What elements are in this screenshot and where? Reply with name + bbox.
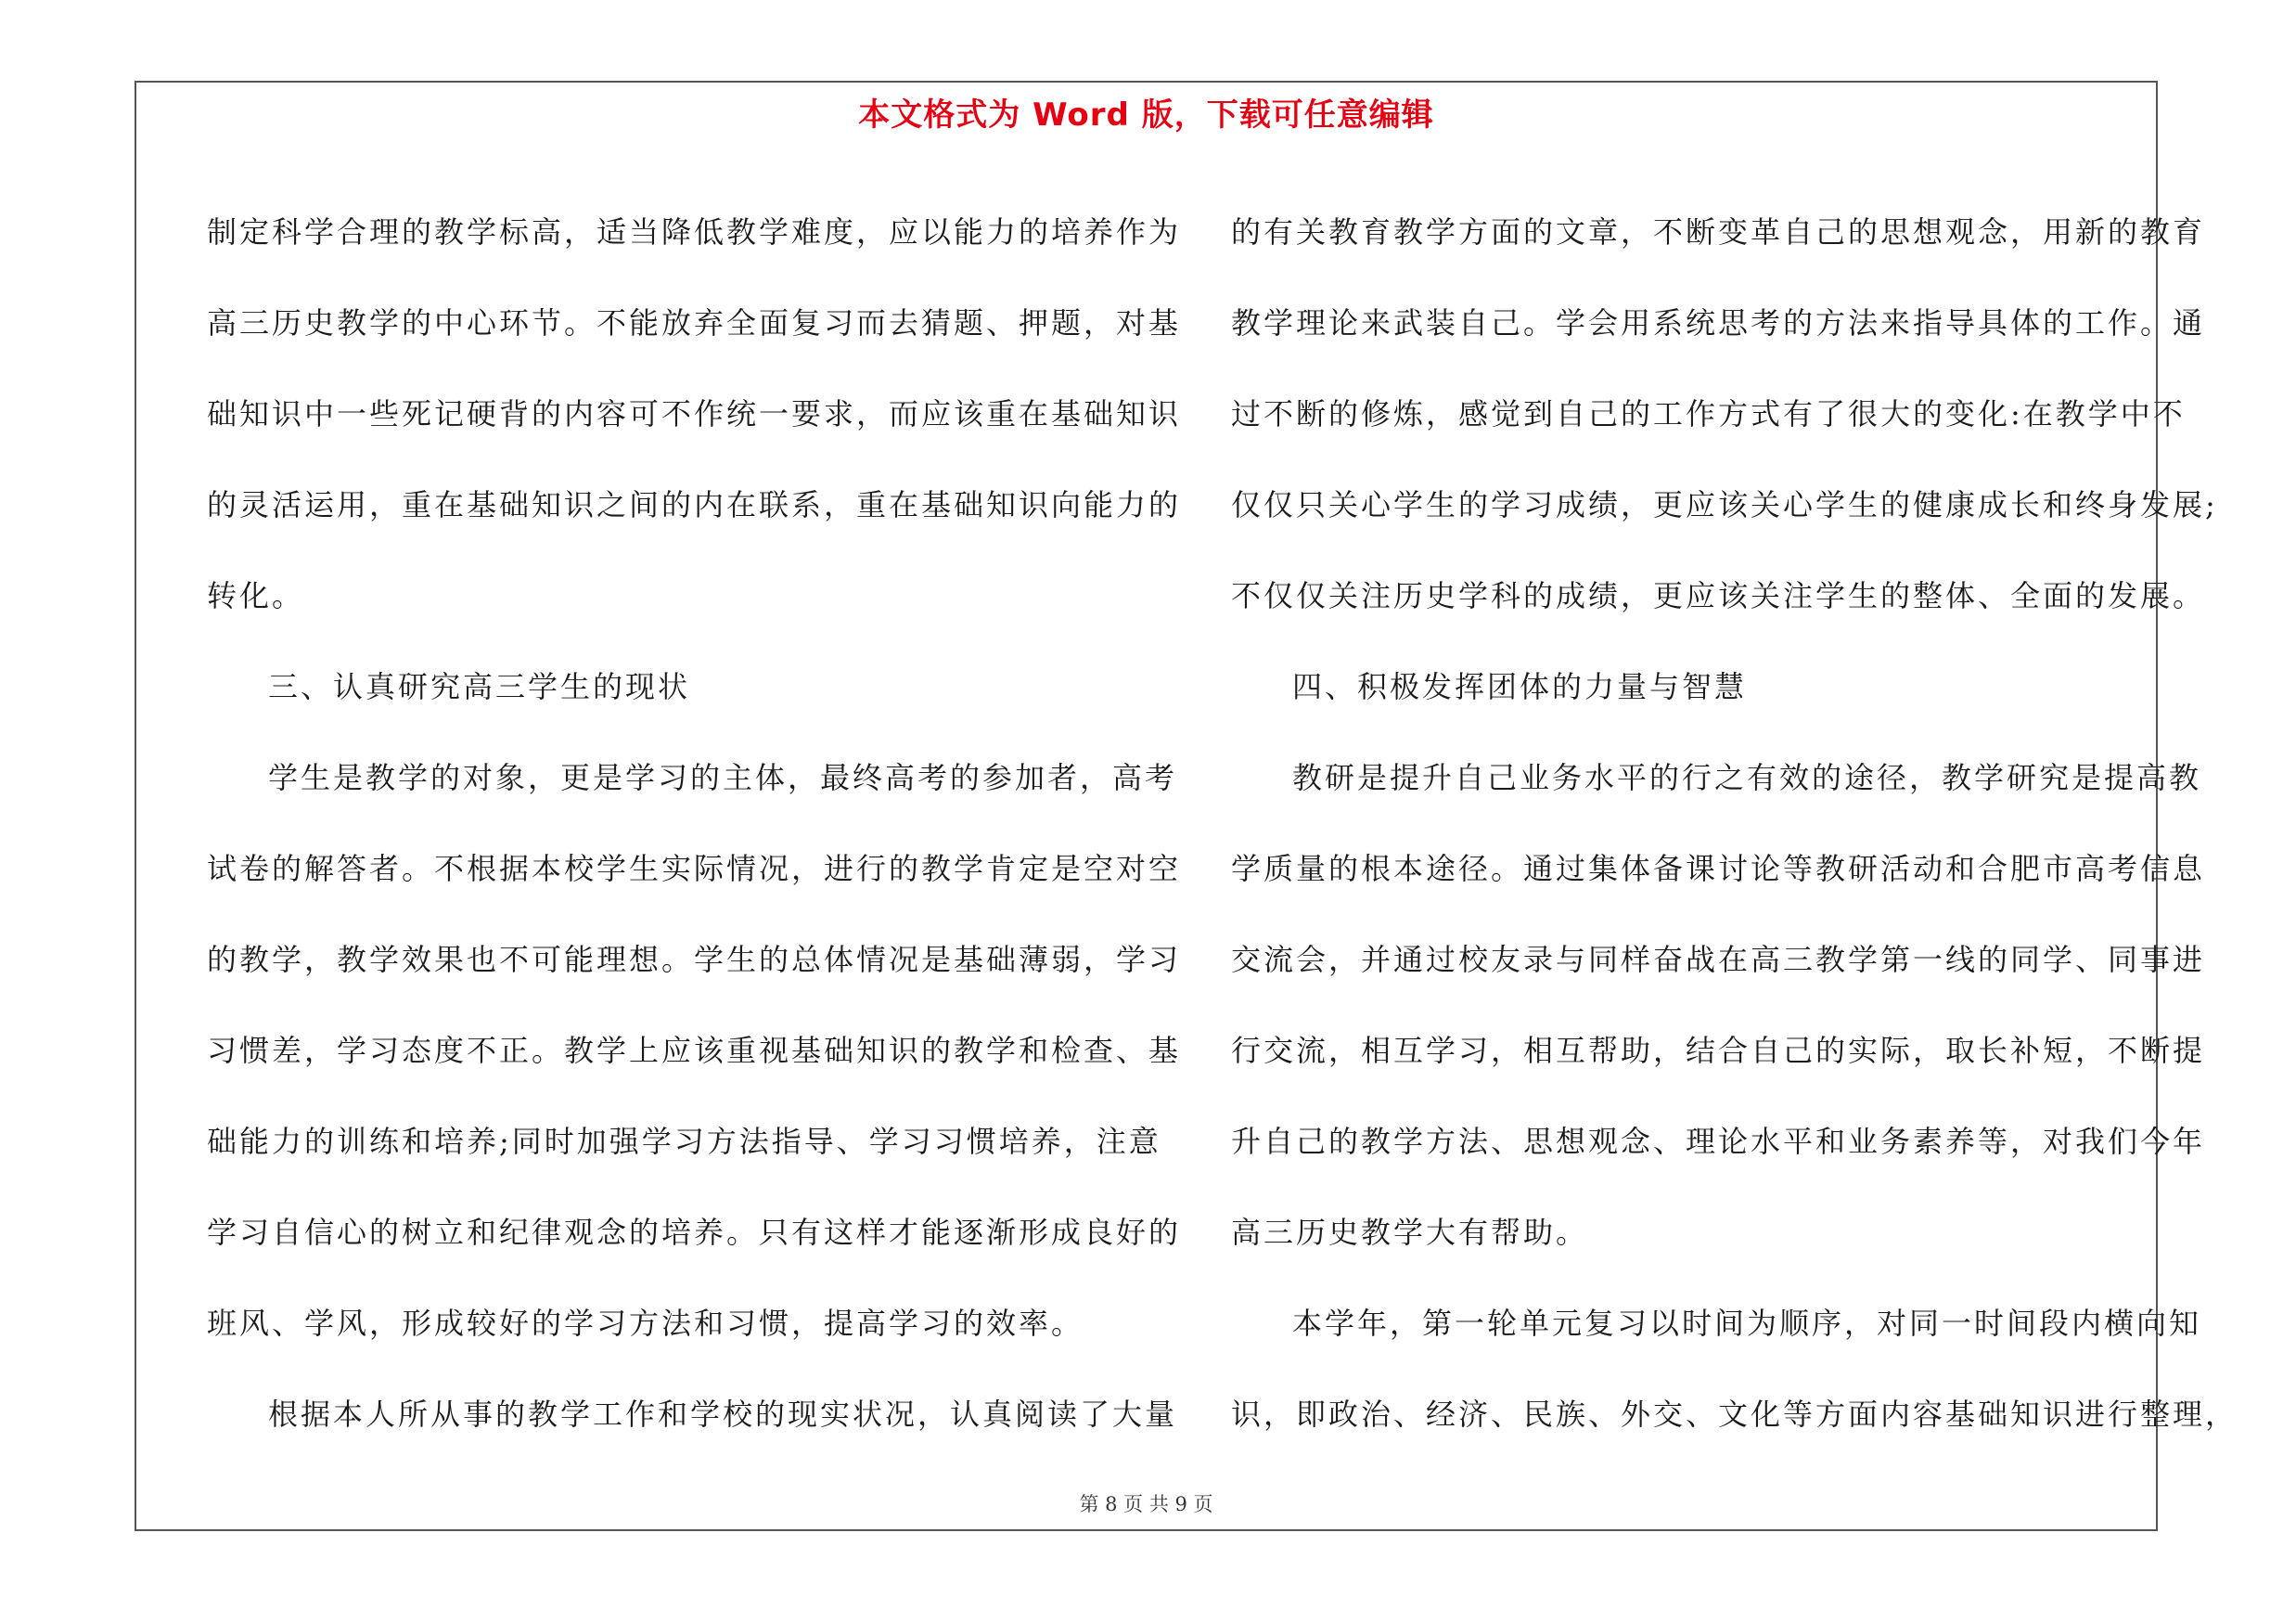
text-line: 的教学，教学效果也不可能理想。学生的总体情况是基础薄弱，学习: [207, 942, 1182, 977]
text-line: 仅仅只关心学生的学习成绩，更应该关心学生的健康成长和终身发展;: [1231, 487, 2218, 522]
text-line: 识，即政治、经济、民族、外交、文化等方面内容基础知识进行整理，: [1231, 1397, 2238, 1432]
text-line: 过不断的修炼，感觉到自己的工作方式有了很大的变化:在教学中不: [1231, 396, 2186, 432]
section-heading: 三、认真研究高三学生的现状: [268, 669, 691, 704]
text-line: 本学年，第一轮单元复习以时间为顺序，对同一时间段内横向知: [1292, 1306, 2202, 1341]
text-line: 制定科学合理的教学标高，适当降低教学难度，应以能力的培养作为: [207, 214, 1182, 250]
text-line: 不仅仅关注历史学科的成绩，更应该关注学生的整体、全面的发展。: [1231, 578, 2206, 613]
text-line: 习惯差，学习态度不正。教学上应该重视基础知识的教学和检查、基: [207, 1033, 1182, 1068]
text-line: 交流会，并通过校友录与同样奋战在高三教学第一线的同学、同事进: [1231, 942, 2206, 977]
text-line: 转化。: [207, 578, 305, 613]
text-line: 础能力的训练和培养;同时加强学习方法指导、学习习惯培养，注意: [207, 1124, 1161, 1159]
text-line: 根据本人所从事的教学工作和学校的现实状况，认真阅读了大量: [268, 1397, 1178, 1432]
text-line: 的灵活运用，重在基础知识之间的内在联系，重在基础知识向能力的: [207, 487, 1182, 522]
right-text-column: [1231, 187, 2238, 1460]
text-line: 升自己的教学方法、思想观念、理论水平和业务素养等，对我们今年: [1231, 1124, 2206, 1159]
text-line: 础知识中一些死记硬背的内容可不作统一要求，而应该重在基础知识: [207, 396, 1182, 432]
page-frame: [135, 81, 2238, 1531]
text-line: 高三历史教学大有帮助。: [1231, 1215, 1589, 1250]
text-line: 班风、学风，形成较好的学习方法和习惯，提高学习的效率。: [207, 1306, 1084, 1341]
text-line: 行交流，相互学习，相互帮助，结合自己的实际，取长补短，不断提: [1231, 1033, 2206, 1068]
text-line: 的有关教育教学方面的文章，不断变革自己的思想观念，用新的教育: [1231, 214, 2206, 250]
text-line: 高三历史教学的中心环节。不能放弃全面复习而去猜题、押题，对基: [207, 305, 1182, 341]
section-heading: 四、积极发挥团体的力量与智慧: [1292, 669, 1748, 704]
text-line: 教学理论来武装自己。学会用系统思考的方法来指导具体的工作。通: [1231, 305, 2206, 341]
left-text-column: [207, 187, 1182, 1460]
text-line: 学习自信心的树立和纪律观念的培养。只有这样才能逐渐形成良好的: [207, 1215, 1182, 1250]
page-number-footer: 第 8 页 共 9 页: [1079, 1493, 1213, 1515]
format-notice-banner: 本文格式为 Word 版，下载可任意编辑: [858, 97, 1434, 134]
text-line: 教研是提升自己业务水平的行之有效的途径，教学研究是提高教: [1292, 760, 2202, 795]
text-line: 学质量的根本途径。通过集体备课讨论等教研活动和合肥市高考信息: [1231, 851, 2206, 886]
text-line: 学生是教学的对象，更是学习的主体，最终高考的参加者，高考: [268, 760, 1178, 795]
text-line: 试卷的解答者。不根据本校学生实际情况，进行的教学肯定是空对空: [207, 851, 1182, 886]
